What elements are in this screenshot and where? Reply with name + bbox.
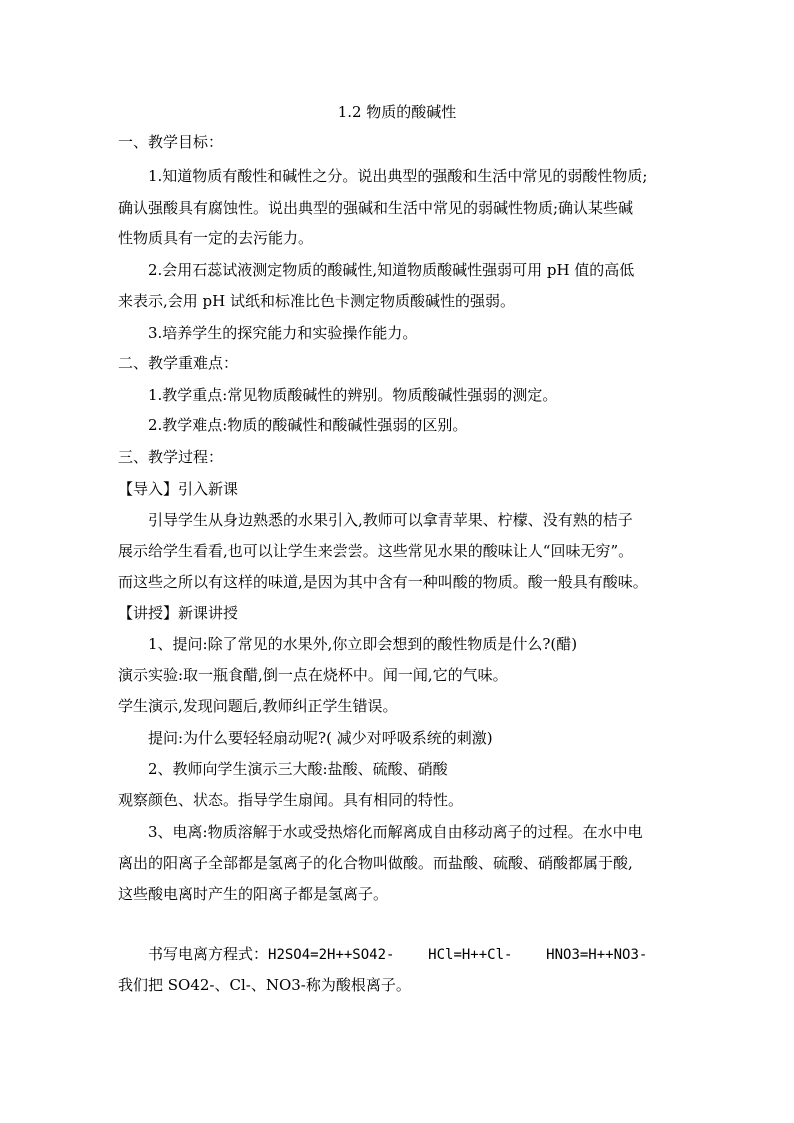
- ionization-line-3: 这些酸电离时产生的阳离子都是氢离子。: [118, 885, 389, 903]
- key-point: 1.教学重点:常见物质酸碱性的辨别。物质酸碱性强弱的测定。: [148, 386, 558, 404]
- three-acids: 2、教师向学生演示三大酸:盐酸、硫酸、硝酸: [148, 760, 448, 778]
- lecture-heading: 【讲授】新课讲授: [118, 604, 239, 622]
- question-1: 1、提问:除了常见的水果外,你立即会想到的酸性物质是什么?(醋): [148, 635, 578, 653]
- section-heading-key-points: 二、教学重难点：: [118, 354, 239, 372]
- intro-line-2: 展示给学生看看,也可以让学生来尝尝。这些常见水果的酸味让人“回味无穷”。: [118, 542, 634, 560]
- equation-label: 书写电离方程式：: [148, 945, 269, 963]
- question-2: 提问:为什么要轻轻扇动呢?( 减少对呼吸系统的刺激): [148, 729, 493, 747]
- section-heading-goals: 一、教学目标：: [118, 133, 224, 151]
- goal-1-line-1: 1.知道物质有酸性和碱性之分。说出典型的强酸和生活中常见的弱酸性物质;: [148, 167, 648, 185]
- goal-3: 3.培养学生的探究能力和实验操作能力。: [148, 324, 418, 342]
- student-demo: 学生演示,发现问题后,教师纠正学生错误。: [118, 697, 398, 715]
- demo-experiment: 演示实验:取一瓶食醋,倒一点在烧杯中。闻一闻,它的气味。: [118, 666, 508, 684]
- equation-row: [148, 944, 708, 965]
- page-title: 1.2 物质的酸碱性: [337, 103, 457, 121]
- goal-1-line-2: 确认强酸具有腐蚀性。说出典型的强碱和生活中常见的弱碱性物质;确认某些碱: [118, 199, 634, 217]
- ionization-line-1: 3、电离:物质溶解于水或受热熔化而解离成自由移动离子的过程。在水中电: [148, 823, 643, 841]
- equations: H2SO4=2H++SO42- HCl=H++Cl- HNO3=H++NO3-: [268, 947, 648, 963]
- intro-line-3: 而这些之所以有这样的味道,是因为其中含有一种叫酸的物质。酸一般具有酸味。: [118, 573, 648, 591]
- intro-line-1: 引导学生从身边熟悉的水果引入,教师可以拿青苹果、柠檬、没有熟的桔子: [148, 511, 633, 529]
- intro-heading: 【导入】引入新课: [118, 480, 239, 498]
- section-heading-process: 三、教学过程：: [118, 448, 224, 466]
- difficult-point: 2.教学难点:物质的酸碱性和酸碱性强弱的区别。: [148, 416, 468, 434]
- goal-2-line-2: 来表示,会用 pH 试纸和标准比色卡测定物质酸碱性的强弱。: [118, 292, 515, 310]
- observe: 观察颜色、状态。指导学生扇闻。具有相同的特性。: [118, 791, 464, 809]
- goal-2-line-1: 2.会用石蕊试液测定物质的酸碱性,知道物质酸碱性强弱可用 pH 值的高低: [148, 261, 635, 279]
- goal-1-line-3: 性物质具有一定的去污能力。: [118, 229, 314, 247]
- ionization-line-2: 离出的阳离子全部都是氢离子的化合物叫做酸。而盐酸、硫酸、硝酸都属于酸,: [118, 854, 633, 872]
- acid-radical-line: 我们把 SO42-、Cl-、NO3-称为酸根离子。: [118, 976, 411, 994]
